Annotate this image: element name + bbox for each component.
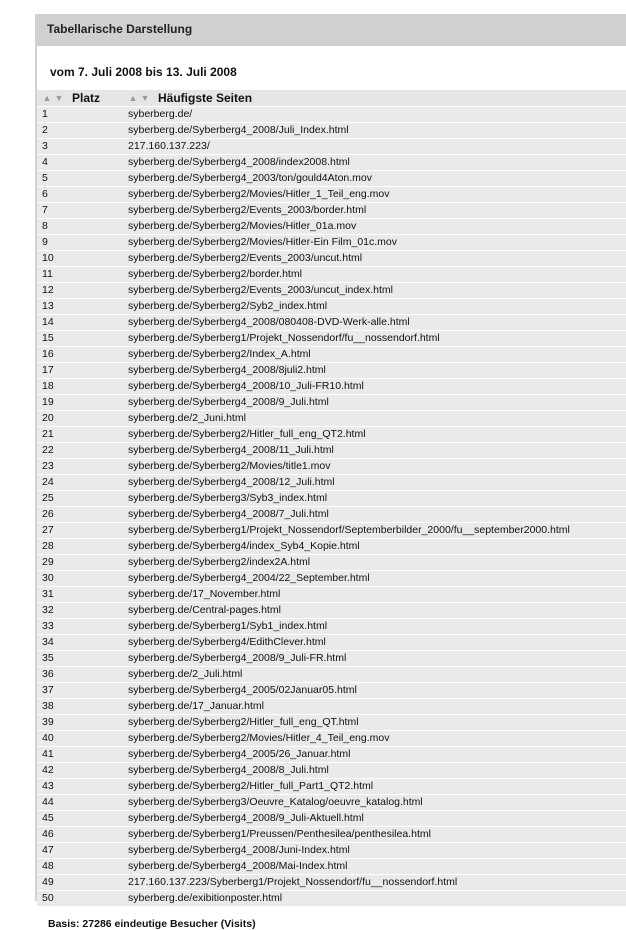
table-row — [37, 395, 626, 411]
table-row — [37, 219, 626, 235]
rank-cell: 19 — [37, 395, 122, 411]
table-row — [37, 363, 626, 379]
table-row — [37, 603, 626, 619]
page-url-cell: syberberg.de/Syberberg4/index_Syb4_Kopie.html — [122, 539, 626, 555]
table-row — [37, 475, 626, 491]
rank-cell: 18 — [37, 379, 122, 395]
rank-cell: 28 — [37, 539, 122, 555]
table-row — [37, 491, 626, 507]
table-row — [37, 267, 626, 283]
page-url-cell: syberberg.de/Syberberg4_2008/9_Juli-FR.html — [122, 651, 626, 667]
rank-cell: 39 — [37, 715, 122, 731]
table-row — [37, 539, 626, 555]
table-row — [37, 555, 626, 571]
table-row — [37, 667, 626, 683]
rank-cell: 21 — [37, 427, 122, 443]
table-row — [37, 731, 626, 747]
rank-cell: 47 — [37, 843, 122, 859]
table-row — [37, 155, 626, 171]
page-url-cell: syberberg.de/Syberberg4_2004/22_September.html — [122, 571, 626, 587]
rank-cell: 36 — [37, 667, 122, 683]
sort-up-icon[interactable]: ▲ — [128, 92, 138, 103]
table-row — [37, 683, 626, 699]
page-url-cell: syberberg.de/Syberberg2/Hitler_full_eng_QT.html — [122, 715, 626, 731]
table-row — [37, 347, 626, 363]
table-row — [37, 779, 626, 795]
table-row — [37, 587, 626, 603]
table-row — [37, 811, 626, 827]
rank-cell: 50 — [37, 891, 122, 907]
page-url-cell: syberberg.de/Syberberg4_2008/8juli2.html — [122, 363, 626, 379]
table-row — [37, 571, 626, 587]
stats-panel — [35, 14, 626, 930]
rank-cell: 14 — [37, 315, 122, 331]
rank-cell: 44 — [37, 795, 122, 811]
rank-cell: 5 — [37, 171, 122, 187]
footer-basis: Basis: 27286 eindeutige Besucher (Visits) — [48, 918, 256, 930]
page-url-cell: syberberg.de/2_Juli.html — [122, 667, 626, 683]
table-row — [37, 459, 626, 475]
page-url-cell: syberberg.de/17_Januar.html — [122, 699, 626, 715]
page-url-cell: syberberg.de/Syberberg2/Hitler_full_eng_QT2.html — [122, 427, 626, 443]
page-url-cell: syberberg.de/Syberberg4/EdithClever.html — [122, 635, 626, 651]
page-url-cell: syberberg.de/Syberberg1/Projekt_Nossendorf/Septemberbilder_2000/fu__september2000.html — [122, 523, 626, 539]
rank-cell: 49 — [37, 875, 122, 891]
rank-cell: 23 — [37, 459, 122, 475]
panel-title: Tabellarische Darstellung — [47, 22, 193, 36]
table-row — [37, 251, 626, 267]
table-row — [37, 859, 626, 875]
table-row — [37, 299, 626, 315]
table-row — [37, 843, 626, 859]
table-row — [37, 795, 626, 811]
page-url-cell: syberberg.de/Syberberg2/Movies/Hitler_01a.mov — [122, 219, 626, 235]
page-url-cell: syberberg.de/exibitionposter.html — [122, 891, 626, 907]
rank-cell: 15 — [37, 331, 122, 347]
page-url-cell: syberberg.de/Syberberg3/Syb3_index.html — [122, 491, 626, 507]
rank-cell: 33 — [37, 619, 122, 635]
page-url-cell: syberberg.de/Syberberg2/Movies/Hitler_1_Teil_eng.mov — [122, 187, 626, 203]
rank-cell: 4 — [37, 155, 122, 171]
column-label-rank: Platz — [72, 91, 101, 106]
page-url-cell: syberberg.de/Syberberg4_2003/ton/gould4Aton.mov — [122, 171, 626, 187]
sort-up-icon[interactable]: ▲ — [42, 92, 52, 103]
table-body — [37, 107, 626, 907]
rank-cell: 43 — [37, 779, 122, 795]
page-url-cell: syberberg.de/Syberberg3/Oeuvre_Katalog/oeuvre_katalog.html — [122, 795, 626, 811]
rank-cell: 34 — [37, 635, 122, 651]
page-url-cell: syberberg.de/Syberberg4_2005/26_Januar.html — [122, 747, 626, 763]
rank-cell: 12 — [37, 283, 122, 299]
page-url-cell: 217.160.137.223/ — [122, 139, 626, 155]
page-url-cell: 217.160.137.223/Syberberg1/Projekt_Nossendorf/fu__nossendorf.html — [122, 875, 626, 891]
rank-cell: 2 — [37, 123, 122, 139]
table-row — [37, 875, 626, 891]
table-row — [37, 699, 626, 715]
page-url-cell: syberberg.de/17_November.html — [122, 587, 626, 603]
page-url-cell: syberberg.de/Syberberg2/Events_2003/uncut.html — [122, 251, 626, 267]
table-row — [37, 619, 626, 635]
table-row — [37, 331, 626, 347]
rank-cell: 27 — [37, 523, 122, 539]
sort-down-icon[interactable]: ▼ — [54, 92, 64, 103]
pages-table — [37, 90, 626, 906]
rank-cell: 38 — [37, 699, 122, 715]
table-row — [37, 427, 626, 443]
page-url-cell: syberberg.de/Syberberg1/Preussen/Penthesilea/penthesilea.html — [122, 827, 626, 843]
rank-cell: 17 — [37, 363, 122, 379]
column-header-rank — [37, 90, 122, 107]
page-url-cell: syberberg.de/Central-pages.html — [122, 603, 626, 619]
page-url-cell: syberberg.de/Syberberg2/Hitler_full_Part1_QT2.html — [122, 779, 626, 795]
column-header-pages — [122, 90, 626, 107]
rank-cell: 3 — [37, 139, 122, 155]
table-row — [37, 283, 626, 299]
table-row — [37, 139, 626, 155]
panel-header — [37, 14, 626, 46]
table-row — [37, 107, 626, 123]
page-url-cell: syberberg.de/Syberberg2/border.html — [122, 267, 626, 283]
page-url-cell: syberberg.de/Syberberg2/Movies/Hitler-Ein Film_01c.mov — [122, 235, 626, 251]
page-url-cell: syberberg.de/Syberberg4_2008/Juni-Index.html — [122, 843, 626, 859]
rank-cell: 11 — [37, 267, 122, 283]
rank-cell: 6 — [37, 187, 122, 203]
column-label-pages: Häufigste Seiten — [158, 91, 253, 106]
table-row — [37, 187, 626, 203]
table-row — [37, 411, 626, 427]
table-row — [37, 507, 626, 523]
table-row — [37, 523, 626, 539]
rank-cell: 31 — [37, 587, 122, 603]
table-row — [37, 827, 626, 843]
table-row — [37, 315, 626, 331]
table-row — [37, 203, 626, 219]
page-url-cell: syberberg.de/Syberberg2/index2A.html — [122, 555, 626, 571]
rank-cell: 45 — [37, 811, 122, 827]
rank-cell: 37 — [37, 683, 122, 699]
rank-cell: 29 — [37, 555, 122, 571]
page-url-cell: syberberg.de/Syberberg2/Movies/title1.mov — [122, 459, 626, 475]
rank-cell: 22 — [37, 443, 122, 459]
table-row — [37, 635, 626, 651]
table-row — [37, 651, 626, 667]
rank-cell: 30 — [37, 571, 122, 587]
rank-cell: 13 — [37, 299, 122, 315]
page-url-cell: syberberg.de/Syberberg2/Events_2003/uncut_index.html — [122, 283, 626, 299]
rank-cell: 24 — [37, 475, 122, 491]
rank-cell: 8 — [37, 219, 122, 235]
rank-cell: 41 — [37, 747, 122, 763]
page-url-cell: syberberg.de/Syberberg4_2008/7_Juli.html — [122, 507, 626, 523]
rank-cell: 1 — [37, 107, 122, 123]
table-row — [37, 747, 626, 763]
rank-cell: 20 — [37, 411, 122, 427]
table-row — [37, 379, 626, 395]
page-url-cell: syberberg.de/ — [122, 107, 626, 123]
rank-cell: 42 — [37, 763, 122, 779]
rank-cell: 46 — [37, 827, 122, 843]
table-row — [37, 891, 626, 907]
table-row — [37, 171, 626, 187]
page-url-cell: syberberg.de/Syberberg4_2008/9_Juli-Aktuell.html — [122, 811, 626, 827]
table-row — [37, 235, 626, 251]
table-header-row — [37, 90, 626, 107]
page-url-cell: syberberg.de/Syberberg4_2008/8_Juli.html — [122, 763, 626, 779]
page-url-cell: syberberg.de/Syberberg4_2008/9_Juli.html — [122, 395, 626, 411]
rank-cell: 16 — [37, 347, 122, 363]
page-url-cell: syberberg.de/Syberberg2/Movies/Hitler_4_Teil_eng.mov — [122, 731, 626, 747]
page-url-cell: syberberg.de/Syberberg4_2008/Juli_Index.html — [122, 123, 626, 139]
rank-cell: 35 — [37, 651, 122, 667]
table-row — [37, 443, 626, 459]
page-url-cell: syberberg.de/Syberberg2/Syb2_index.html — [122, 299, 626, 315]
page-url-cell: syberberg.de/Syberberg4_2008/12_Juli.html — [122, 475, 626, 491]
page-url-cell: syberberg.de/Syberberg2/Events_2003/border.html — [122, 203, 626, 219]
rank-cell: 48 — [37, 859, 122, 875]
page-url-cell: syberberg.de/Syberberg4_2008/index2008.html — [122, 155, 626, 171]
page-url-cell: syberberg.de/Syberberg4_2005/02Januar05.html — [122, 683, 626, 699]
rank-cell: 10 — [37, 251, 122, 267]
rank-cell: 40 — [37, 731, 122, 747]
table-row — [37, 715, 626, 731]
rank-cell: 9 — [37, 235, 122, 251]
page-url-cell: syberberg.de/2_Juni.html — [122, 411, 626, 427]
page-url-cell: syberberg.de/Syberberg4_2008/Mai-Index.html — [122, 859, 626, 875]
page-url-cell: syberberg.de/Syberberg4_2008/080408-DVD-Werk-alle.html — [122, 315, 626, 331]
page-url-cell: syberberg.de/Syberberg1/Syb1_index.html — [122, 619, 626, 635]
page-url-cell: syberberg.de/Syberberg4_2008/11_Juli.html — [122, 443, 626, 459]
rank-cell: 25 — [37, 491, 122, 507]
sort-down-icon[interactable]: ▼ — [140, 92, 150, 103]
rank-cell: 26 — [37, 507, 122, 523]
date-range: vom 7. Juli 2008 bis 13. Juli 2008 — [50, 65, 237, 79]
page-url-cell: syberberg.de/Syberberg1/Projekt_Nossendorf/fu__nossendorf.html — [122, 331, 626, 347]
table-row — [37, 763, 626, 779]
table-row — [37, 123, 626, 139]
page-url-cell: syberberg.de/Syberberg2/Index_A.html — [122, 347, 626, 363]
rank-cell: 32 — [37, 603, 122, 619]
rank-cell: 7 — [37, 203, 122, 219]
page-url-cell: syberberg.de/Syberberg4_2008/10_Juli-FR10.html — [122, 379, 626, 395]
